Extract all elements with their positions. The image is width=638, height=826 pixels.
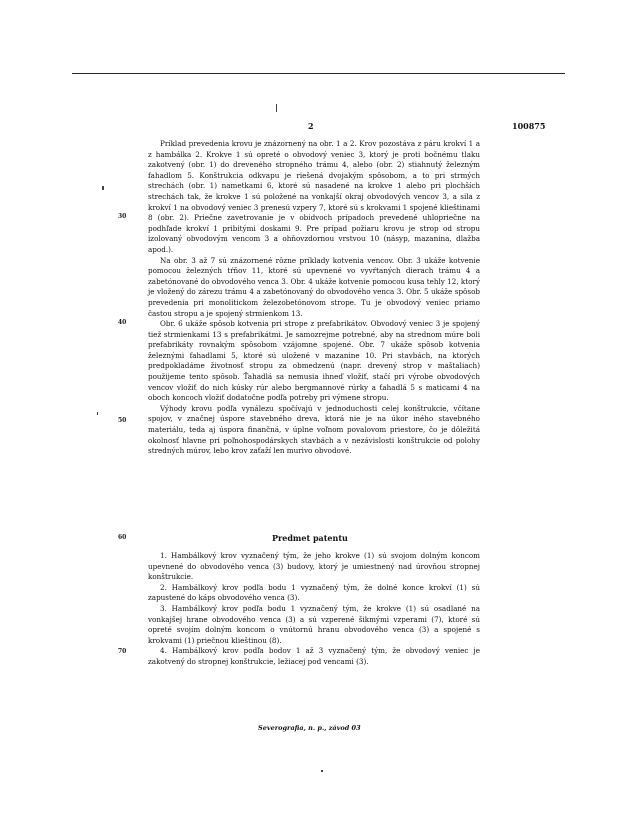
scan-speck — [97, 412, 98, 415]
line-number: 40 — [118, 319, 127, 326]
paragraph: Na obr. 3 až 7 sú znázornené rôzne príklady kotvenia vencov. Obr. 3 ukáže kotvenie pomocou železných tŕňov 11, ktoré sú upevnené vo vyvŕtaných dierach trámu 4 a zabetónované do obvodového venca 3. Obr. 4 ukáže kotvenie pomocou kusa tehly 12, ktorý je vložený do zárezu trámu 4 a zabetónovaný do obvodového venca 3. Obr. 5 ukáže spôsob prevedenia pri monolitickom železobetónovom strope. Tu je obvodový veniec priamo častou stropu a je spojený strmienkom 13. — [148, 255, 480, 318]
printer-footer: Severografia, n. p., závod 03 — [258, 724, 361, 732]
scan-speck — [276, 104, 277, 112]
claim-item: 2. Hambálkový krov podľa bodu 1 vyznačený tým, že dolné konce krokví (1) sú zapustené do káps obvodového venca (3). — [148, 582, 480, 603]
patent-number: 100875 — [512, 121, 546, 131]
paragraph: Príklad prevedenia krovu je znázornený na obr. 1 a 2. Krov pozostáva z páru krokví 1 a z hambálka 2. Krokve 1 sú opreté o obvodový veniec 3, ktorý je proti bočnému tlaku zakotvený (obr. 1) do dreveného stropného trámu 4, alebo (obr. 2) stiahnutý železným fahadlom 5. Konštrukcia odkvapu je riešená dvojakým spôsobom, a to pri strmých strechách (obr. 1) nametkami 6, ktoré sú nasadené na krokve 1 alebo pri plochších strechách tak, že krokve 1 sú položené na vonkajší okraj obvodových vencov 3, a sila z krokví 1 na obvodový veniec 3 prenesú vzpery 7, ktoré sú s krokvami 1 spojené klieštinami 8 (obr. 2). Priečne zavetrovanie je v obidvoch prípadoch prevedené uhlopriečne na podhľade krokví 1 pribitými doskami 9. Pre prípad požiaru krovu je strop od stropu izolovaný obvodovým vencom 3 a ohňovzdornou vrstvou 10 (násyp, mazanina, dlažba apod.). — [148, 139, 480, 254]
scan-speck — [102, 186, 104, 190]
line-number: 70 — [118, 648, 127, 655]
description-body — [148, 139, 480, 457]
paragraph: Obr. 6 ukáže spôsob kotvenia pri strope z prefabrikátov. Obvodový veniec 3 je spojený tiež strmienkami 13 s prefabrikátmi. Je samozrejme potrebné, aby na strednom múre boli prefabrikáty rovnakým spôsobom vzájomne spojené. Obr. 7 ukáže spôsob kotvenia železnými fahadlami 5, ktoré sú uložené v mazanine 10. Pri stavbách, na ktorých predpokladáme životnosť stropu za obmedzenú (napr. drevený strop v maštaliach) použijeme tento spôsob. Ťahadlá sa nemusia ihneď vložiť, stačí pri výrobe obvodových vencov vložiť do nich kúsky rúr alebo bergmannové rúrky a ťahadlá 5 s maticami 4 na oboch koncoch vložiť dodatočne podľa potreby pri výmene stropu. — [148, 319, 480, 403]
claim-item: 3. Hambálkový krov podľa bodu 1 vyznačený tým, že krokve (1) sú osadlané na vonkajšej hrane obvodového venca (3) a sú vzperené šikmými vzperami (7), ktoré sú opreté svojím dolným koncom o vnútornú hranu obvodového venca (3) a spojené s krokvami (1) priečnou klieštinou (8). — [148, 603, 480, 645]
page-number: 2 — [308, 121, 314, 131]
paragraph: Výhody krovu podľa vynálezu spočívajú v jednoduchosti celej konštrukcie, včítane spojov, v značnej úspore stavebného dreva, ktorá nie je na úkor iného stavebného materiálu, teda aj úspora finančná, v úplne voľnom povalovom priestore, čo je dôležitá okolnosť hlavne pri poľnohospodárskych stavbách a v nezávislosti konštrukcie od polohy stredných múrov, lebo krov zaťaží len murivo obvodové. — [148, 403, 480, 456]
claim-item: 1. Hambálkový krov vyznačený tým, že jeho krokve (1) sú svojom dolným koncom upevnené do obvodového venca (3) budovy, ktorý je umiestnený nad úrovňou stropnej konštrukcie. — [148, 551, 480, 582]
line-number: 60 — [118, 534, 127, 541]
top-rule — [72, 73, 565, 74]
claim-item: 4. Hambálkový krov podľa bodov 1 až 3 vyznačený tým, že obvodový veniec je zakotvený do stropnej konštrukcie, ležiacej pod vencami (3). — [148, 646, 480, 666]
claims-list — [148, 551, 480, 668]
line-number: 30 — [118, 213, 127, 220]
scan-speck — [321, 770, 323, 772]
line-number: 50 — [118, 417, 127, 424]
claims-title: Predmet patentu — [272, 533, 348, 543]
